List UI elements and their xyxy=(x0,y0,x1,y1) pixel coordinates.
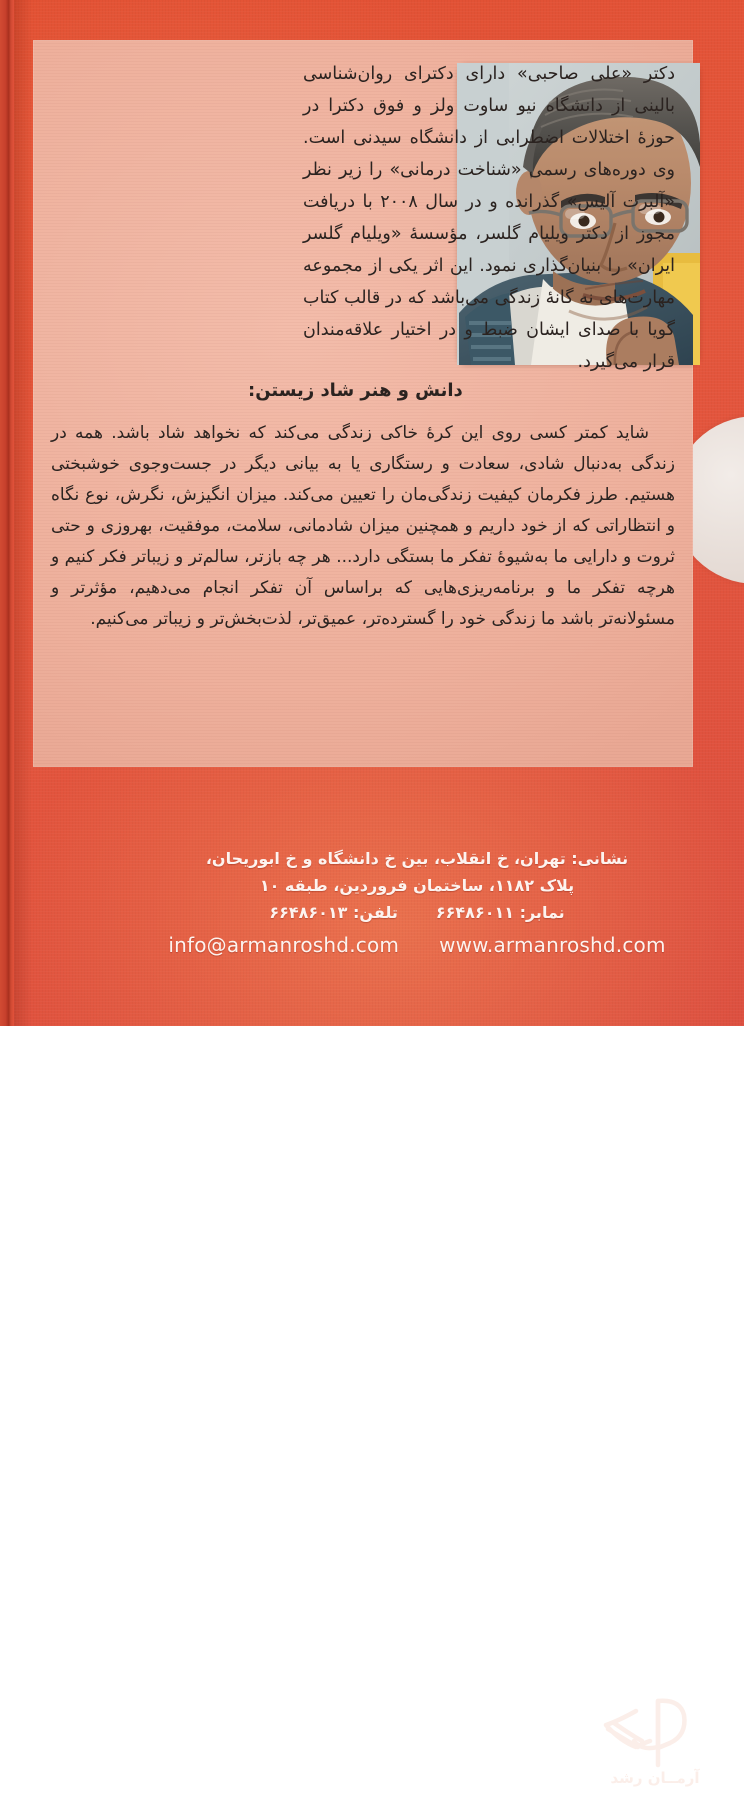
footer-contact-block xyxy=(168,845,666,959)
phone-entry xyxy=(269,899,398,926)
intro-paragraph-block xyxy=(51,58,675,378)
fax-label: نمابر: xyxy=(519,903,565,922)
publisher-name: آرمــان رشد xyxy=(610,1769,700,1787)
section-heading xyxy=(33,380,658,401)
address-line-2: پلاک ۱۱۸۲، ساختمان فروردین، طبقه ۱۰ xyxy=(259,876,575,895)
publisher-logo xyxy=(596,1695,716,1807)
intro-paragraph: دکتر «علی صاحبی» دارای دکترای روان‌شناسی بالینی از دانشگاه نیو ساوت ولز و فوق دکترا در حوزهٔ اختلالات اضطرابی از دانشگاه سیدنی است. وی دوره‌های رسمی «شناخت درمانی» را زیر نظر «آلبرت آلیس» گذرانده و در سال ۲۰۰۸ با دریافت مجوز از دکتر ویلیام گلسر، مؤسسهٔ «ویلیام گلسر ایران» را بنیان‌گذاری نمود. این اثر یکی از مجموعه مهارت‌های نه گانهٔ زندگی می‌باشد که در قالب کتاب گویا با صدای ایشان ضبط و در اختیار علاقه‌مندان قرار می‌گیرد. xyxy=(303,64,675,372)
section-body-paragraph: شاید کمتر کسی روی این کرهٔ خاکی زندگی می‌کند که نخواهد شاد باشد. همه در زندگی به‌دنبال شادی، سعادت و رستگاری یا به بیانی دیگر در جست‌وجوی خوشبختی هستیم. طرز فکرمان کیفیت زندگی‌مان را تعیین می‌کند. میزان انگیزش، نگرش، نوع نگاه و انتظاراتی که از خود داریم و همچنین میزان شادمانی، سلامت، موفقیت، بهروزی و حتی ثروت و دارایی ما به‌شیوهٔ تفکر ما بستگی دارد... هر چه بازتر، سالم‌تر و زیباتر فکر کنیم و هرچه تفکر ما و برنامه‌ریزی‌هایی که براساس آن تفکر انجام می‌دهیم، مؤثرتر و مسئولانه‌تر باشد ما زندگی خود را گسترده‌تر، عمیق‌تر، لذت‌بخش‌تر و زیباتر می‌کنیم. xyxy=(51,423,675,629)
email-address[interactable]: info@armanroshd.com xyxy=(168,933,400,957)
content-panel xyxy=(33,40,693,767)
fax-value: ۶۶۴۸۶۰۱۱ xyxy=(435,903,514,922)
phone-row xyxy=(182,899,652,926)
footer xyxy=(0,845,744,1787)
section-body xyxy=(51,418,675,635)
section-heading-text: دانش و هنر شاد زیستن: xyxy=(248,380,463,401)
fax-entry xyxy=(436,899,565,926)
website-url[interactable]: www.armanroshd.com xyxy=(439,933,666,957)
photo-flow-spacer xyxy=(51,58,303,370)
phone-value: ۶۶۴۸۶۰۱۳ xyxy=(269,903,348,922)
address-line-1: نشانی: تهران، خ انقلاب، بین خ دانشگاه و خ ابوریحان، xyxy=(205,849,629,868)
phone-label: تلفن: xyxy=(353,903,398,922)
open-book-leaf-icon xyxy=(596,1695,716,1775)
web-row xyxy=(168,932,666,959)
